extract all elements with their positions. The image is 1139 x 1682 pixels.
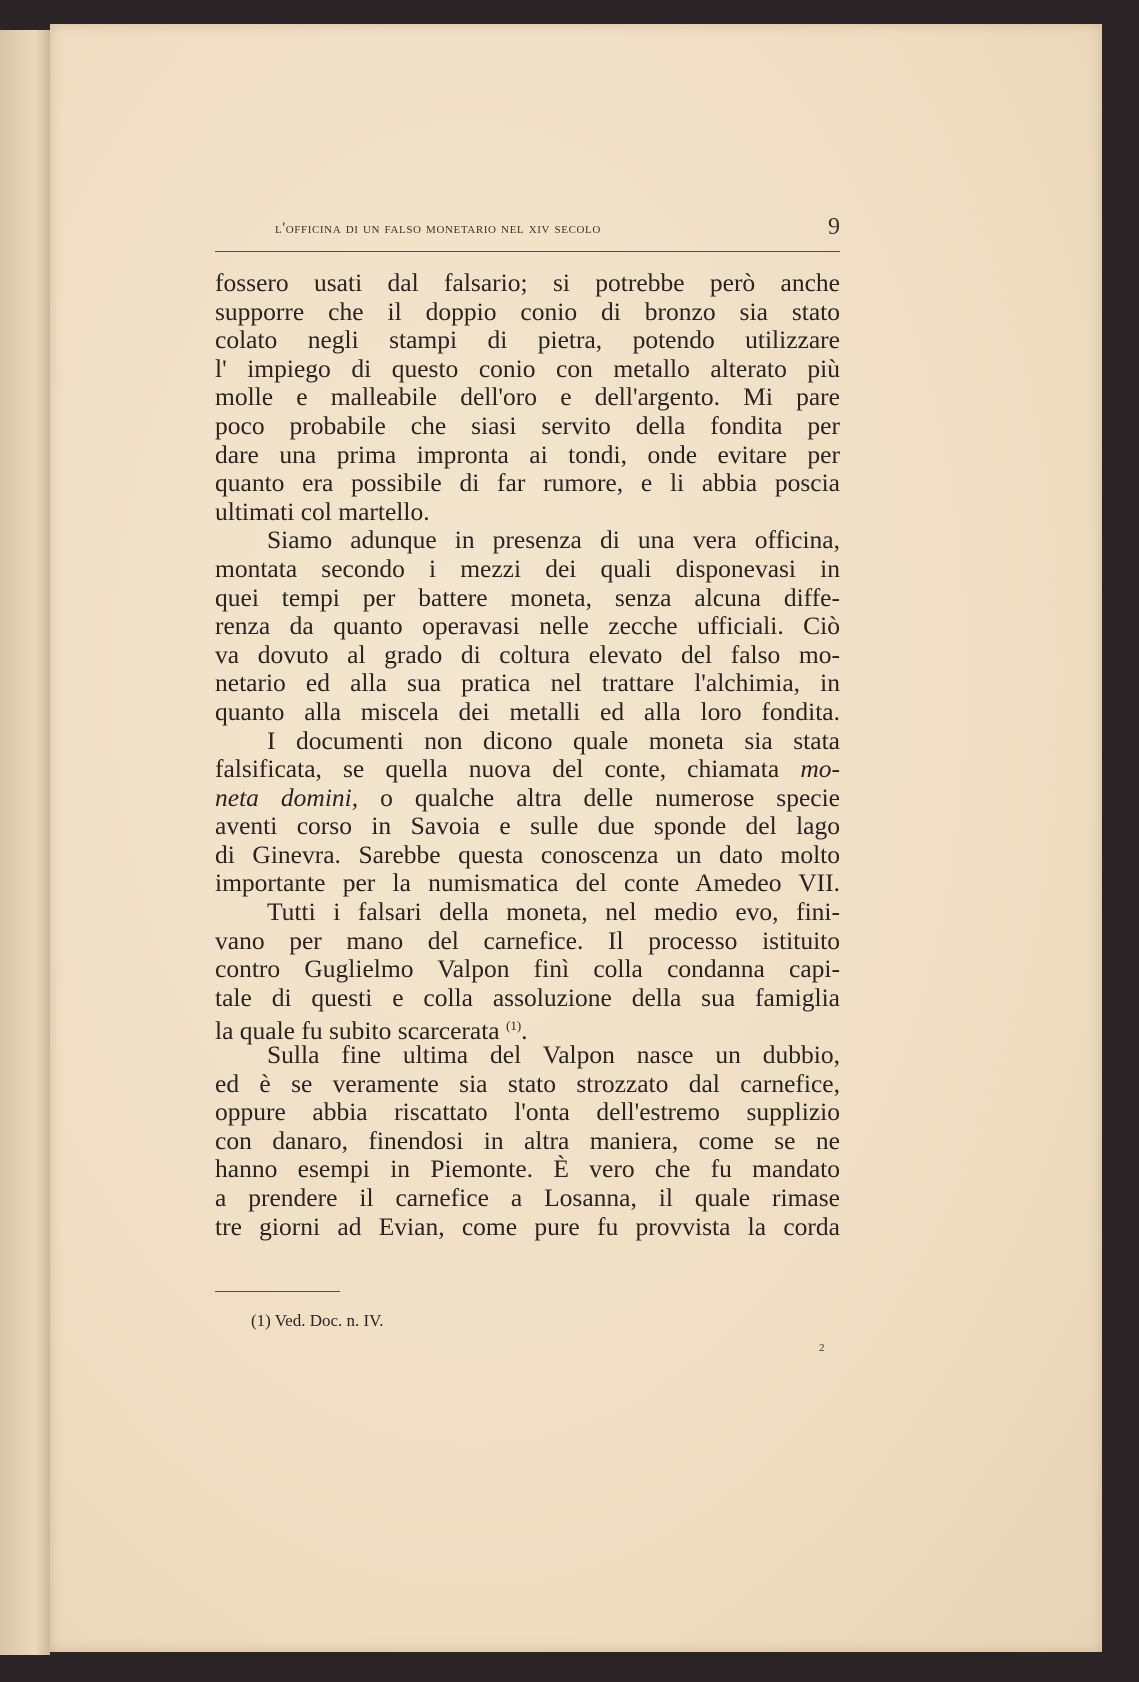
text-segment: importante per la numismatica del conte Amedeo VII.: [215, 868, 840, 898]
text-segment: Siamo adunque in presenza di una vera officina,: [267, 525, 840, 555]
text-line: [215, 584, 840, 613]
text-line: [215, 441, 840, 470]
text-segment: fossero usati dal falsario; si potrebbe però anche: [215, 268, 840, 297]
text-segment: vano per mano del carnefice. Il processo istituito: [215, 925, 840, 955]
text-line: [215, 669, 840, 698]
text-segment: Sulla fine ultima del Valpon nasce un dubbio,: [267, 1040, 840, 1070]
footnote-rule: [215, 1291, 340, 1292]
text-line: [215, 498, 840, 527]
text-line: [215, 612, 840, 641]
text-segment: quei tempi per battere moneta, senza alcuna diffe-: [215, 582, 840, 612]
text-line: [215, 1155, 840, 1184]
text-segment: con danaro, finendosi in altra maniera, come se ne: [215, 1125, 840, 1155]
text-line: [215, 955, 840, 984]
text-line: [215, 898, 840, 927]
text-segment: dare una prima impronta ai tondi, onde evitare per: [215, 439, 840, 469]
text-segment: molle e malleabile dell'oro e dell'argento. Mi pare: [215, 382, 840, 412]
text-line: [215, 784, 840, 813]
page-number: 9: [828, 214, 840, 240]
text-line: [215, 412, 840, 441]
facing-page-edge: [0, 30, 50, 1655]
text-line: [215, 383, 840, 412]
text-line: [215, 1213, 840, 1242]
text-line: [215, 326, 840, 355]
text-line: [215, 641, 840, 670]
text-line: [215, 1070, 840, 1099]
text-segment: .: [521, 1016, 528, 1046]
text-segment: o qualche altra delle numerose specie: [358, 782, 840, 812]
text-line: [215, 869, 840, 898]
text-line: [215, 526, 840, 555]
text-segment: hanno esempi in Piemonte. È vero che fu mandato: [215, 1154, 840, 1184]
text-segment: quanto alla miscela dei metalli ed alla loro fondita.: [215, 696, 840, 726]
text-segment: aventi corso in Savoia e sulle due sponde del lago: [215, 811, 840, 841]
text-line: [215, 298, 840, 327]
signature-mark: 2: [819, 1342, 825, 1354]
text-segment: contro Guglielmo Valpon finì colla condanna capi-: [215, 954, 840, 984]
text-segment: Tutti i falsari della moneta, nel medio evo, fini-: [267, 897, 840, 927]
text-segment: quanto era possibile di far rumore, e li abbia poscia: [215, 468, 840, 498]
text-line: [215, 1012, 840, 1046]
text-line: [215, 1184, 840, 1213]
text-segment: tale di questi e colla assoluzione della sua famiglia: [215, 982, 840, 1012]
text-line: [215, 812, 840, 841]
text-segment: colato negli stampi di pietra, potendo utilizzare: [215, 325, 840, 355]
text-segment: I documenti non dicono quale moneta sia stata: [267, 725, 840, 755]
text-line: [215, 469, 840, 498]
body-text: [215, 269, 840, 1241]
header-rule: [215, 251, 840, 252]
text-line: [215, 555, 840, 584]
text-segment: tre giorni ad Evian, come pure fu provvista la corda: [215, 1211, 840, 1241]
text-segment: ed è se veramente sia stato strozzato dal carnefice,: [215, 1068, 840, 1098]
text-line: [215, 755, 840, 784]
text-line: [215, 1098, 840, 1127]
text-segment: renza da quanto operavasi nelle zecche ufficiali. Ciò: [215, 611, 840, 641]
text-segment: supporre che il doppio conio di bronzo sia stato: [215, 296, 840, 326]
text-line: [215, 727, 840, 756]
text-line: [215, 927, 840, 956]
text-segment: falsificata, se quella nuova del conte, chiamata: [215, 754, 801, 784]
italic-text: neta domini,: [215, 782, 359, 812]
text-segment: poco probabile che siasi servito della fondita per: [215, 410, 840, 440]
text-segment: l' impiego di questo conio con metallo alterato più: [215, 353, 840, 383]
text-line: [215, 355, 840, 384]
text-line: [215, 269, 840, 298]
text-segment: montata secondo i mezzi dei quali disponevasi in: [215, 553, 840, 583]
text-segment: netario ed alla sua pratica nel trattare l'alchimia, in: [215, 668, 840, 698]
text-line: [215, 841, 840, 870]
text-line: [215, 1127, 840, 1156]
text-line: [215, 984, 840, 1013]
text-segment: va dovuto al grado di coltura elevato del falso mo-: [215, 639, 840, 669]
text-segment: ultimati col martello.: [215, 496, 430, 526]
running-head: [215, 216, 840, 246]
running-title: l'officina di un falso monetario nel xiv secolo: [275, 220, 601, 237]
text-line: [215, 1041, 840, 1070]
text-segment: la quale fu subito scarcerata: [215, 1016, 506, 1046]
footnote: (1) Ved. Doc. n. IV.: [251, 1311, 384, 1330]
text-line: [215, 698, 840, 727]
text-segment: a prendere il carnefice a Losanna, il quale rimase: [215, 1183, 840, 1212]
footnote-reference: (1): [505, 1018, 522, 1034]
text-segment: oppure abbia riscattato l'onta dell'estremo supplizio: [215, 1097, 840, 1127]
text-segment: di Ginevra. Sarebbe questa conoscenza un dato molto: [215, 839, 840, 869]
italic-text: mo-: [800, 754, 840, 784]
